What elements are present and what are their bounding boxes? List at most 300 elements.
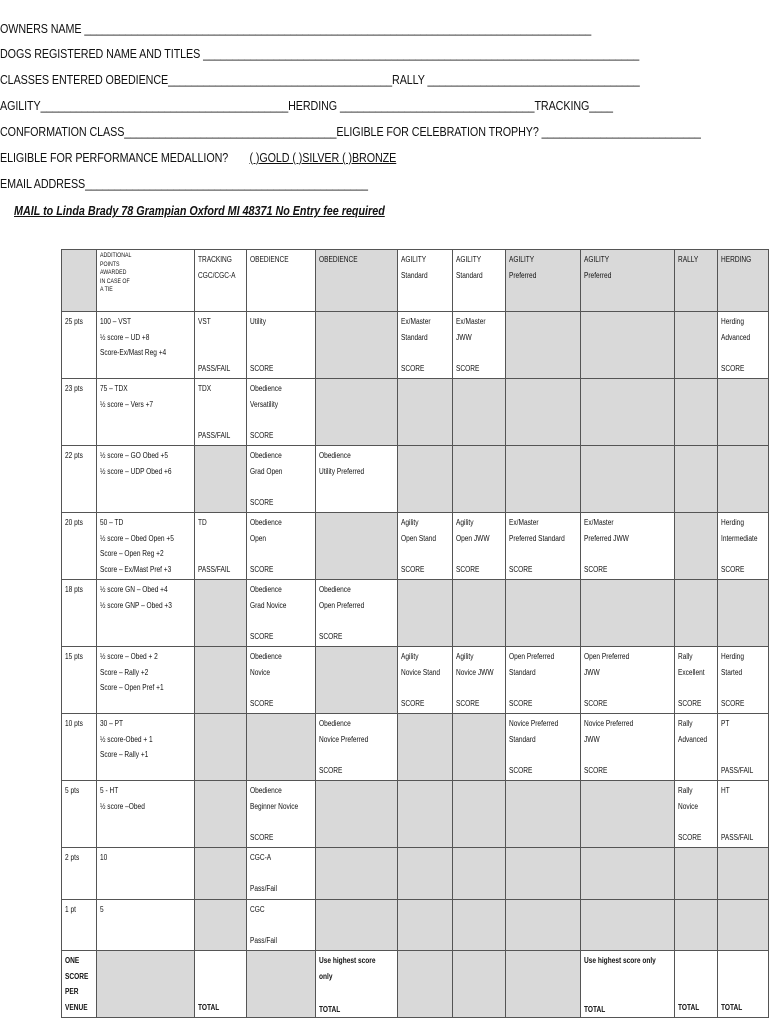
cell-text: Agility: [401, 518, 419, 527]
cell-obedience2[interactable]: [316, 513, 398, 580]
cell-text: Score – Rally +1: [100, 750, 149, 759]
header-herding: [717, 250, 768, 312]
cell-herding[interactable]: [717, 848, 768, 900]
cell-text: Obedience: [319, 719, 352, 728]
cell-agility_pref1[interactable]: [505, 446, 580, 513]
cell-text: [721, 732, 757, 748]
cell-agility_pref2[interactable]: [580, 312, 675, 379]
cell-pts: [62, 781, 97, 848]
cell-text: Grad Open: [250, 466, 283, 476]
points-label: 18 pts: [65, 585, 83, 594]
cell-text: [198, 345, 236, 361]
cell-agility_pref1[interactable]: [505, 781, 580, 848]
header-obedience1: [247, 250, 316, 312]
cell-additional: [97, 312, 194, 379]
cell-text: Pass/Fail: [250, 884, 278, 893]
cell-text: SCORE: [401, 564, 425, 574]
owners-name-field[interactable]: OWNERS NAME ______________________________________________________________________________________: [0, 22, 592, 36]
footer-additional[interactable]: [97, 951, 194, 1018]
cell-text: SCORE: [508, 765, 533, 775]
highest-score-note: Use highest score only: [319, 956, 376, 981]
footer-herding: [717, 951, 768, 1018]
cell-text: 30 – PT: [100, 719, 124, 728]
cell-text: Score – Open Reg +2: [100, 549, 165, 558]
cell-text: Agility: [401, 652, 419, 661]
cell-tracking[interactable]: [194, 899, 247, 951]
cell-text: ½ score GN – Obed +4: [100, 585, 169, 594]
table-footer-row: [62, 951, 769, 1018]
cell-text: [721, 799, 757, 815]
cell-text: Started: [720, 667, 743, 677]
cell-agility_pref2[interactable]: [580, 899, 675, 951]
total-label: TOTAL: [583, 1004, 605, 1014]
cell-text: ½ score-Obed + 1: [100, 734, 154, 744]
cell-text: [509, 546, 565, 562]
cell-pts: [62, 647, 97, 714]
cell-pts: [62, 312, 97, 379]
cell-text: [401, 680, 440, 696]
cell-text: SCORE: [401, 698, 425, 708]
cell-agility_jww: [452, 647, 505, 714]
cell-text: Preferred JWW: [583, 533, 629, 543]
cell-tracking[interactable]: [194, 714, 247, 781]
cell-text: AGILITY: [508, 255, 534, 264]
cell-text: POINTS: [100, 260, 120, 268]
cell-text: TRACKING: [197, 255, 232, 264]
cell-obedience1: [247, 312, 316, 379]
cell-text: ½ score –Obed: [100, 801, 146, 811]
header-agility_pref1: [505, 250, 580, 312]
cell-agility_pref2[interactable]: [580, 781, 675, 848]
table-row: [62, 312, 769, 379]
cell-rally[interactable]: [675, 899, 718, 951]
cell-text: [721, 345, 757, 361]
cell-text: SCORE: [678, 832, 702, 842]
cell-text: TD: [197, 518, 207, 527]
cell-text: SCORE: [455, 363, 480, 373]
cell-agility_std[interactable]: [398, 580, 453, 647]
cell-tracking[interactable]: [194, 446, 247, 513]
cell-text: Obedience: [250, 518, 283, 527]
total-label: TOTAL: [319, 1004, 341, 1014]
cell-herding[interactable]: [717, 899, 768, 951]
cell-text: SCORE: [250, 631, 274, 641]
cell-text: [250, 330, 301, 346]
points-label: 22 pts: [65, 451, 83, 460]
cell-herding: [717, 312, 768, 379]
cell-text: Open JWW: [455, 533, 490, 543]
total-label: TOTAL: [678, 1002, 700, 1012]
cell-text: Pass/Fail: [250, 935, 278, 945]
cell-herding: [717, 513, 768, 580]
cell-text: SCORE: [250, 430, 274, 440]
cell-obedience2[interactable]: [316, 781, 398, 848]
cell-text: PASS/FAIL: [720, 832, 754, 842]
cell-obedience1: [247, 379, 316, 446]
cell-text: SCORE: [508, 564, 533, 574]
cell-text: Novice Stand: [401, 667, 441, 677]
cell-rally[interactable]: [675, 446, 718, 513]
cell-agility_pref2[interactable]: [580, 379, 675, 446]
footer-agility_jww[interactable]: [452, 951, 505, 1018]
cell-agility_jww[interactable]: [452, 379, 505, 446]
cell-additional: [97, 848, 194, 900]
cell-text: AGILITY: [583, 255, 609, 264]
points-label: 20 pts: [65, 518, 83, 527]
cell-text: 5 - HT: [100, 786, 119, 795]
cell-text: [250, 345, 301, 361]
cell-agility_jww[interactable]: [452, 899, 505, 951]
cell-text: Score – Rally +2: [100, 667, 149, 677]
cell-text: [721, 814, 757, 830]
cell-text: SCORE: [455, 698, 480, 708]
cell-obedience1: [247, 647, 316, 714]
cell-additional: [97, 513, 194, 580]
cell-agility_pref1[interactable]: [505, 580, 580, 647]
cell-additional: [97, 647, 194, 714]
cell-text: SCORE: [508, 698, 533, 708]
table-row: [62, 379, 769, 446]
table-row: [62, 580, 769, 647]
cell-text: OBEDIENCE: [319, 255, 358, 264]
cell-obedience2[interactable]: [316, 379, 398, 446]
footer-agility_std[interactable]: [398, 951, 453, 1018]
cell-text: Herding: [720, 652, 744, 661]
cell-text: 75 – TDX: [100, 384, 129, 393]
cell-text: [584, 747, 656, 763]
cell-agility_jww[interactable]: [452, 714, 505, 781]
cell-text: Ex/Master: [583, 518, 614, 527]
cell-obedience2: [316, 580, 398, 647]
cell-agility_pref1[interactable]: [505, 899, 580, 951]
cell-text: [584, 680, 656, 696]
cell-text: PASS/FAIL: [197, 363, 230, 373]
cell-agility_std[interactable]: [398, 379, 453, 446]
medallion-label: ELIGIBLE FOR PERFORMANCE MEDALLION?: [0, 151, 229, 165]
table-header-row: [62, 250, 769, 312]
cell-text: [250, 917, 301, 933]
cell-text: [456, 546, 494, 562]
cell-rally[interactable]: [675, 312, 718, 379]
cell-text: Agility: [455, 652, 474, 661]
cell-agility_pref2[interactable]: [580, 848, 675, 900]
cell-tracking: [194, 379, 247, 446]
cell-text: SCORE: [720, 564, 745, 574]
cell-obedience2[interactable]: [316, 647, 398, 714]
cell-agility_std[interactable]: [398, 848, 453, 900]
agility-herding-tracking-field[interactable]: AGILITY__________________________________________HERDING _________________________________TRACKING____: [0, 99, 613, 113]
cell-agility_pref2: [580, 647, 675, 714]
cell-text: [319, 613, 381, 629]
cell-agility_pref1: [505, 647, 580, 714]
cell-text: Utility Preferred: [319, 466, 365, 476]
cell-text: ½ score – Obed + 2: [100, 652, 159, 661]
cell-text: [198, 330, 236, 346]
cell-pts: [62, 580, 97, 647]
cell-text: Obedience: [250, 451, 283, 460]
cell-text: SCORE: [401, 363, 425, 373]
cell-obedience1: [247, 446, 316, 513]
footer-agility_pref1[interactable]: [505, 951, 580, 1018]
cell-agility_pref1: [505, 513, 580, 580]
cell-text: Obedience: [250, 652, 283, 661]
cell-obedience2: [316, 446, 398, 513]
cell-text: ½ score – UD +8: [100, 332, 150, 342]
cell-obedience2[interactable]: [316, 899, 398, 951]
cell-text: [401, 546, 440, 562]
cell-text: JWW: [583, 667, 600, 677]
cell-text: Advanced: [720, 332, 751, 342]
cell-text: JWW: [455, 332, 472, 342]
medallion-options[interactable]: ( )GOLD ( )SILVER ( )BRONZE: [249, 151, 397, 165]
cell-text: RALLY: [678, 255, 699, 264]
cell-obedience1: [247, 848, 316, 900]
cell-tracking[interactable]: [194, 647, 247, 714]
table-row: [62, 446, 769, 513]
cell-additional: [97, 714, 194, 781]
cell-text: Ex/Master: [401, 317, 431, 326]
cell-text: [198, 546, 236, 562]
cell-text: Open Stand: [401, 533, 437, 543]
cell-additional: [97, 899, 194, 951]
cell-pts: [62, 848, 97, 900]
cell-obedience1[interactable]: [247, 714, 316, 781]
cell-obedience2[interactable]: [316, 848, 398, 900]
table-row: [62, 714, 769, 781]
cell-text: [678, 680, 707, 696]
cell-agility_jww[interactable]: [452, 580, 505, 647]
cell-pts: [62, 714, 97, 781]
cell-text: IN CASE OF: [100, 277, 131, 285]
cell-text: SCORE: [583, 698, 608, 708]
cell-obedience1: [247, 580, 316, 647]
cell-agility_pref2[interactable]: [580, 446, 675, 513]
header-agility_std: [398, 250, 453, 312]
cell-text: SCORE: [250, 497, 274, 507]
cell-text: Excellent: [678, 667, 705, 677]
cell-text: Beginner Novice: [250, 801, 299, 811]
cell-text: SCORE: [250, 363, 274, 373]
cell-text: VENUE: [65, 1002, 88, 1012]
cell-agility_jww: [452, 513, 505, 580]
mail-to-instruction: MAIL to Linda Brady 78 Grampian Oxford MI 48371 No Entry fee required: [14, 204, 385, 218]
cell-agility_jww[interactable]: [452, 446, 505, 513]
cell-tracking: [194, 513, 247, 580]
footer-obedience2: [316, 951, 398, 1018]
cell-text: SCORE: [319, 765, 343, 775]
total-label: TOTAL: [197, 1002, 219, 1012]
footer-obedience1[interactable]: [247, 951, 316, 1018]
cell-text: ADDITIONAL: [100, 252, 132, 259]
cell-text: PASS/FAIL: [197, 564, 230, 574]
cell-text: CGC: [250, 904, 265, 914]
cell-obedience1: [247, 899, 316, 951]
cell-text: Advanced: [678, 734, 708, 744]
cell-text: [198, 412, 236, 428]
cell-text: Novice: [678, 801, 699, 811]
cell-text: Standard: [508, 734, 536, 744]
cell-text: 10: [100, 853, 108, 862]
highest-score-note: Use highest score only: [583, 956, 656, 965]
cell-rally[interactable]: [675, 848, 718, 900]
cell-text: Novice Preferred: [583, 719, 633, 728]
cell-text: SCORE: [583, 564, 608, 574]
cell-text: [250, 866, 301, 882]
points-table: [61, 249, 769, 1018]
cell-text: Standard: [401, 332, 428, 342]
cell-additional: [97, 446, 194, 513]
cell-text: Rally: [678, 719, 693, 728]
header-obedience2: [316, 250, 398, 312]
cell-text: [721, 546, 757, 562]
table-row: [62, 781, 769, 848]
cell-text: 100 – VST: [100, 317, 132, 326]
cell-text: SCORE: [65, 971, 89, 981]
cell-agility_std[interactable]: [398, 899, 453, 951]
cell-text: [319, 747, 381, 763]
cell-tracking[interactable]: [194, 580, 247, 647]
cell-text: [250, 680, 301, 696]
header-rally: [675, 250, 718, 312]
cell-agility_pref2[interactable]: [580, 580, 675, 647]
points-label: 5 pts: [65, 786, 80, 795]
cell-herding: [717, 781, 768, 848]
cell-herding[interactable]: [717, 379, 768, 446]
cell-text: ½ score – UDP Obed +6: [100, 466, 172, 476]
classes-entered-field[interactable]: CLASSES ENTERED OBEDIENCE______________________________________RALLY ____________________________________: [0, 73, 640, 87]
cell-pts: [62, 899, 97, 951]
cell-text: AGILITY: [401, 255, 427, 264]
cell-text: AWARDED: [100, 269, 127, 276]
cell-pts: [62, 446, 97, 513]
cell-text: [509, 747, 565, 763]
cell-text: ONE: [65, 956, 80, 965]
cell-text: ½ score – GO Obed +5: [100, 451, 169, 460]
cell-agility_std[interactable]: [398, 781, 453, 848]
cell-agility_pref2: [580, 714, 675, 781]
cell-text: Novice JWW: [455, 667, 494, 677]
cell-text: Rally: [678, 652, 693, 661]
cell-agility_jww: [452, 312, 505, 379]
cell-text: Versatility: [250, 399, 279, 409]
points-label: 15 pts: [65, 652, 83, 661]
cell-herding: [717, 714, 768, 781]
cell-text: [250, 546, 301, 562]
header-agility_jww: [452, 250, 505, 312]
cell-agility_std[interactable]: [398, 446, 453, 513]
cell-text: Obedience: [319, 585, 352, 594]
cell-text: TDX: [197, 384, 211, 393]
conformation-class-field[interactable]: CONFORMATION CLASS____________________________________ELIGIBLE FOR CELEBRATION TROPHY? ___________________________: [0, 125, 701, 139]
cell-herding[interactable]: [717, 446, 768, 513]
cell-obedience2[interactable]: [316, 312, 398, 379]
cell-rally[interactable]: [675, 580, 718, 647]
cell-text: [456, 680, 494, 696]
cell-tracking[interactable]: [194, 848, 247, 900]
cell-text: Preferred: [583, 270, 612, 280]
cell-text: Obedience: [319, 451, 352, 460]
cell-rally: [675, 714, 718, 781]
cell-text: PT: [720, 719, 730, 728]
cell-text: Intermediate: [720, 533, 758, 543]
cell-agility_std: [398, 647, 453, 714]
cell-rally[interactable]: [675, 379, 718, 446]
cell-text: JWW: [583, 734, 600, 744]
cell-text: [250, 814, 301, 830]
cell-text: SCORE: [720, 363, 745, 373]
cell-text: PASS/FAIL: [720, 765, 754, 775]
cell-text: Novice Preferred: [319, 734, 369, 744]
cell-agility_std: [398, 513, 453, 580]
cell-text: Score – Open Pref +1: [100, 683, 165, 692]
cell-text: [509, 680, 565, 696]
cell-rally: [675, 781, 718, 848]
cell-herding[interactable]: [717, 580, 768, 647]
cell-agility_std[interactable]: [398, 714, 453, 781]
cell-agility_pref2: [580, 513, 675, 580]
cell-agility_pref1[interactable]: [505, 848, 580, 900]
cell-tracking: [194, 312, 247, 379]
cell-rally: [675, 647, 718, 714]
cell-obedience1: [247, 781, 316, 848]
cell-text: [721, 747, 757, 763]
footer-tracking: [194, 951, 247, 1018]
cell-text: [250, 412, 301, 428]
cell-text: CGC-A: [250, 853, 272, 862]
cell-text: Novice Preferred: [508, 719, 558, 728]
cell-text: [678, 814, 707, 830]
cell-additional: [97, 379, 194, 446]
cell-agility_jww[interactable]: [452, 848, 505, 900]
points-label: 1 pt: [65, 904, 76, 914]
cell-text: Open Preferred: [508, 652, 554, 661]
cell-text: Open Preferred: [583, 652, 629, 661]
cell-agility_pref1[interactable]: [505, 312, 580, 379]
cell-text: Obedience: [250, 384, 283, 393]
cell-text: SCORE: [250, 698, 274, 708]
cell-additional: [97, 580, 194, 647]
email-address-field[interactable]: EMAIL ADDRESS________________________________________________: [0, 177, 368, 191]
cell-text: Herding: [720, 518, 744, 527]
cell-text: ½ score – Vers +7: [100, 399, 154, 409]
cell-text: PER: [65, 987, 79, 996]
cell-text: Grad Novice: [250, 600, 287, 610]
cell-tracking[interactable]: [194, 781, 247, 848]
cell-text: 50 – TD: [100, 518, 124, 527]
cell-agility_pref1[interactable]: [505, 379, 580, 446]
footer-rally: [675, 951, 718, 1018]
cell-text: CGC/CGC-A: [197, 270, 236, 280]
cell-text: Ex/Master: [455, 317, 486, 326]
cell-text: HT: [720, 786, 730, 795]
cell-text: Agility: [455, 518, 474, 527]
cell-agility_jww[interactable]: [452, 781, 505, 848]
cell-text: Standard: [455, 270, 483, 280]
cell-text: 5: [100, 904, 105, 914]
cell-pts: [62, 379, 97, 446]
cell-rally[interactable]: [675, 513, 718, 580]
cell-text: Score-Ex/Mast Reg +4: [100, 348, 167, 357]
cell-text: Preferred Standard: [508, 533, 565, 543]
cell-text: Score – Ex/Mast Pref +3: [100, 564, 172, 574]
footer-pts: [62, 951, 97, 1018]
cell-text: [721, 680, 757, 696]
cell-text: Obedience: [250, 786, 283, 795]
cell-text: ½ score GNP – Obed +3: [100, 600, 173, 610]
cell-text: Herding: [720, 317, 744, 326]
cell-text: Obedience: [250, 585, 283, 594]
dogs-registered-name-field[interactable]: DOGS REGISTERED NAME AND TITLES __________________________________________________________________________: [0, 47, 640, 61]
